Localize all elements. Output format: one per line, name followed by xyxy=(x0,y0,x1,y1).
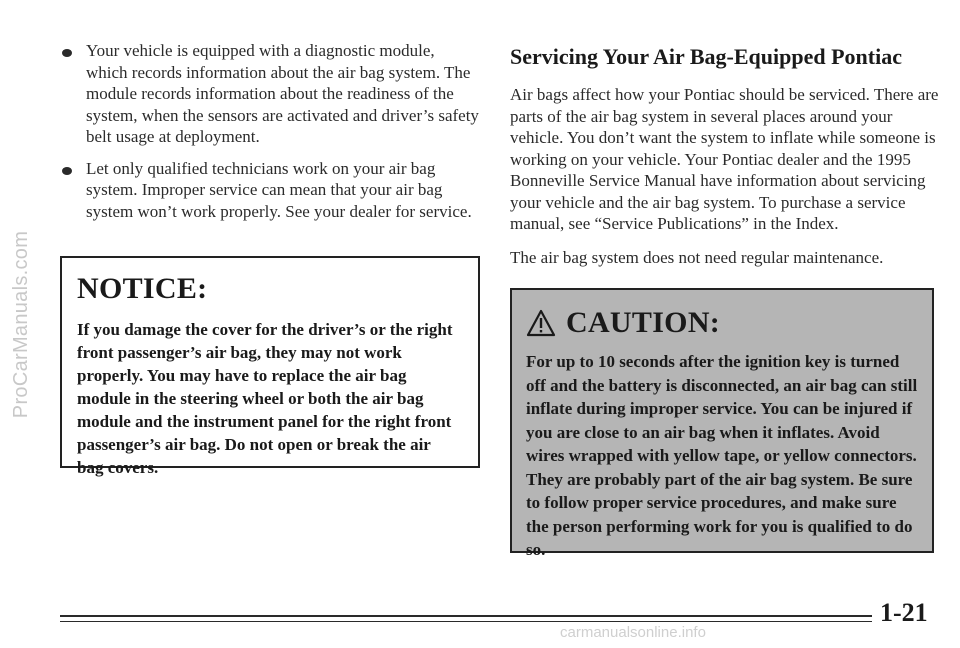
section-paragraph: Air bags affect how your Pontiac should be serviced. There are parts of the air bag system in several places around your vehicle. You don’t want the system to inflate while someone is working on your vehicle. Your Pontiac dealer and the 1995 Bonneville Service Manual have information about servicing your vehicle and the air bag system. To purchase a service manual, see “Service Publications” in the Index. xyxy=(510,85,939,233)
section-paragraph: The air bag system does not need regular maintenance. xyxy=(510,247,884,267)
bullet-icon xyxy=(62,167,72,175)
notice-box xyxy=(60,256,480,477)
watermark-bottom: carmanualsonline.info xyxy=(560,624,706,641)
caution-box xyxy=(510,288,934,559)
warning-triangle-icon xyxy=(526,309,556,337)
bullet-text: Your vehicle is equipped with a diagnostic module, which records information about the air bag system. The module records information about the readiness of the system, when the sensors are activated and driver’s safety belt usage at deployment. xyxy=(86,41,479,146)
footer-rule xyxy=(60,615,872,617)
watermark-vertical-text: ProCarManuals.com xyxy=(10,230,33,418)
caution-text: For up to 10 seconds after the ignition key is turned off and the battery is disconnected, an air bag can still inflate during improper service. You can be injured if you are close to an air bag when it inflates. Avoid wires wrapped with yellow tape, or yellow connectors. They are probably part of the air bag system. Be sure to follow proper service procedures, and make sure the person performing work for you is qualified to do so. xyxy=(526,352,918,559)
page-number: 1-21 xyxy=(880,598,928,627)
bullet-item-diagnostic-module xyxy=(62,40,480,148)
notice-title: NOTICE: xyxy=(77,272,208,305)
bullet-icon xyxy=(62,49,72,57)
caution-header xyxy=(526,306,920,340)
bullet-list xyxy=(62,40,480,232)
caution-title: CAUTION: xyxy=(566,306,721,339)
bullet-item-qualified-technicians xyxy=(62,158,480,223)
bullet-text: Let only qualified technicians work on your air bag system. Improper service can mean that your air bag system won’t work properly. See your dealer for service. xyxy=(86,158,472,221)
servicing-section xyxy=(510,44,940,280)
section-title: Servicing Your Air Bag-Equipped Pontiac xyxy=(510,44,902,69)
footer-rule xyxy=(60,621,872,622)
watermark-vertical xyxy=(2,0,42,648)
notice-text: If you damage the cover for the driver’s or the right front passenger’s air bag, they may not work properly. You may have to replace the air bag module in the steering wheel or both the air bag module and the instrument panel for the right front passenger’s air bag. Do not open or break the air bag covers. xyxy=(77,320,453,477)
